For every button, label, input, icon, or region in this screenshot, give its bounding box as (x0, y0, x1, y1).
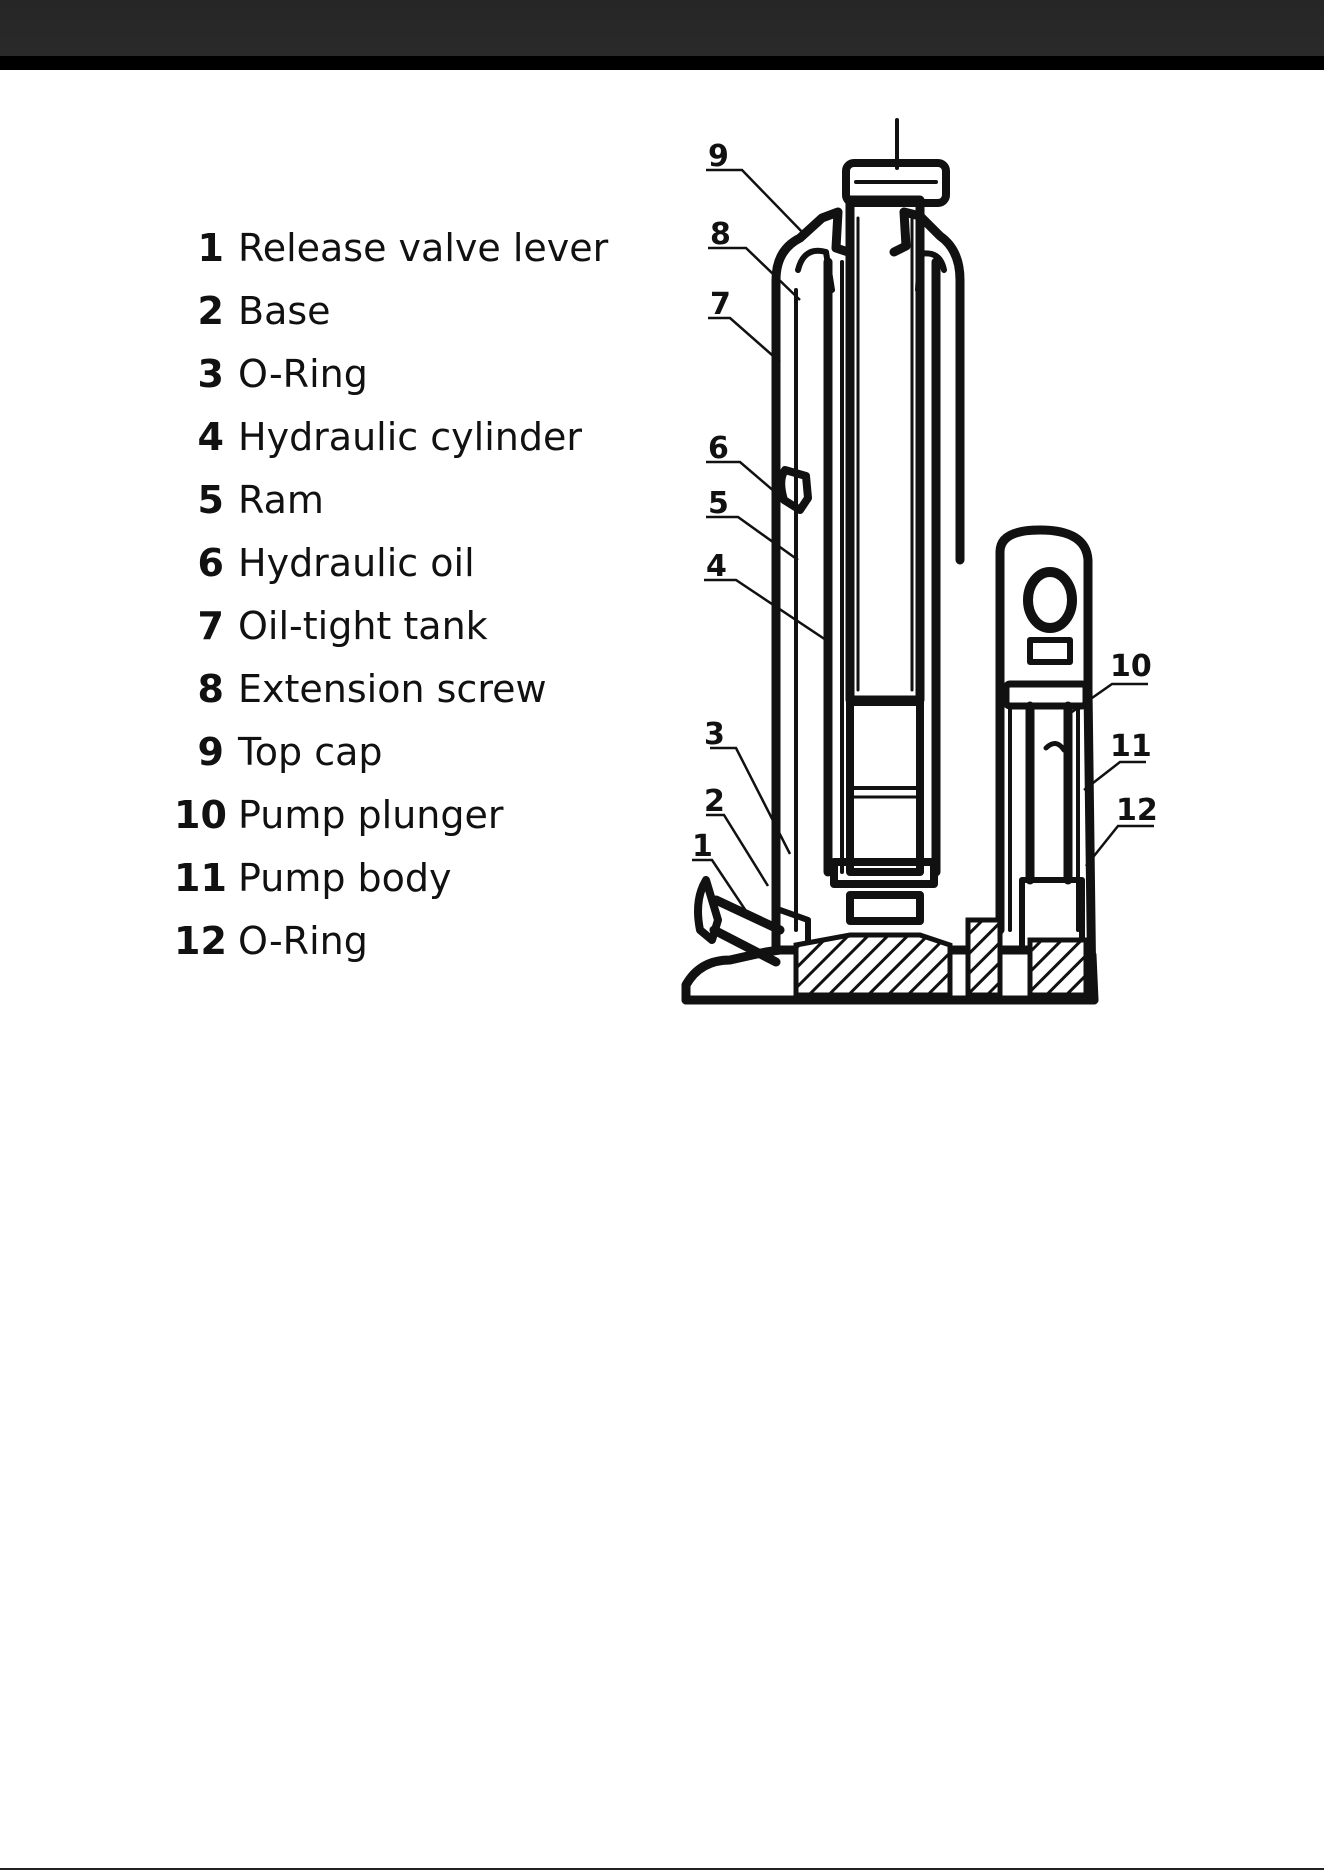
legend-item-4 (174, 405, 608, 468)
legend-number: 1 (197, 225, 224, 270)
legend-number: 12 (174, 918, 227, 963)
legend-number: 9 (197, 729, 224, 774)
footer-rule (0, 1868, 1324, 1870)
callout-8: 8 (710, 217, 731, 252)
legend-label: Release valve lever (238, 225, 609, 270)
callout-2: 2 (704, 784, 725, 819)
legend-item-12 (174, 909, 608, 972)
legend-item-2 (174, 279, 608, 342)
legend-number: 6 (197, 540, 224, 585)
legend-number: 11 (174, 855, 227, 900)
callout-1: 1 (692, 829, 713, 864)
legend-number: 7 (197, 603, 224, 648)
callout-11: 11 (1110, 729, 1152, 764)
legend-number: 5 (197, 477, 224, 522)
callout-12: 12 (1116, 793, 1158, 828)
callout-10: 10 (1110, 649, 1152, 684)
legend-label: Extension screw (238, 666, 547, 711)
callout-4: 4 (706, 549, 727, 584)
jack-body (686, 120, 1094, 1000)
legend-label: Top cap (238, 729, 383, 774)
legend-number: 2 (197, 288, 224, 333)
legend-item-7 (174, 594, 608, 657)
legend-item-6 (174, 531, 608, 594)
base-hatching (796, 920, 1086, 995)
legend-number: 8 (197, 666, 224, 711)
legend-label: Pump body (238, 855, 452, 900)
legend-label: Base (238, 288, 331, 333)
callout-7: 7 (710, 287, 731, 322)
legend-label: Ram (238, 477, 324, 522)
header-bar-shadow (0, 56, 1324, 70)
legend-item-10 (174, 783, 608, 846)
legend-item-11 (174, 846, 608, 909)
legend-item-1 (174, 216, 608, 279)
legend-label: Hydraulic cylinder (238, 414, 582, 459)
legend-number: 10 (174, 792, 227, 837)
legend-item-3 (174, 342, 608, 405)
callout-3: 3 (704, 717, 725, 752)
legend-label: Pump plunger (238, 792, 504, 837)
callout-5: 5 (708, 486, 729, 521)
legend-item-9 (174, 720, 608, 783)
legend-label: Hydraulic oil (238, 540, 475, 585)
legend-number: 3 (197, 351, 224, 396)
callout-6: 6 (708, 431, 729, 466)
legend-label: O-Ring (238, 351, 368, 396)
callout-9: 9 (708, 139, 729, 174)
legend-label: O-Ring (238, 918, 368, 963)
legend-item-8 (174, 657, 608, 720)
legend-number: 4 (197, 414, 224, 459)
legend-item-5 (174, 468, 608, 531)
legend-label: Oil-tight tank (238, 603, 488, 648)
bottle-jack-cutaway-icon (680, 115, 1180, 1015)
parts-legend (174, 216, 608, 972)
